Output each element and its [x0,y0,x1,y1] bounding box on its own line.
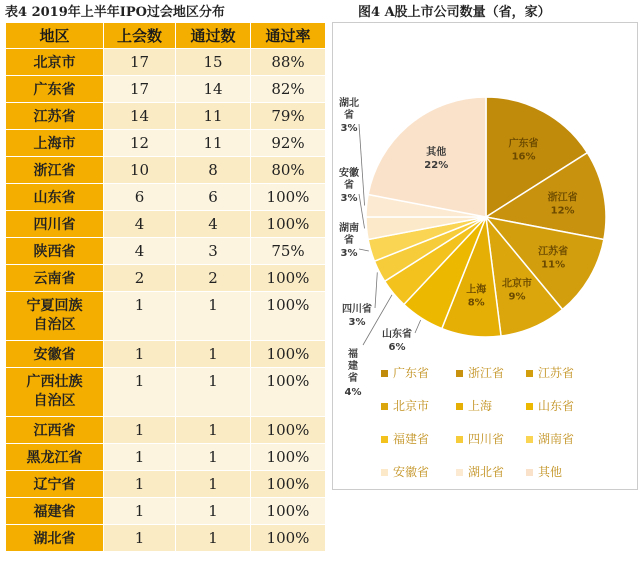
cell-rate: 100% [251,444,326,471]
cell-approved: 1 [176,368,251,417]
cell-submitted: 1 [104,525,176,552]
cell-approved: 4 [176,211,251,238]
leader-line [359,124,365,206]
slice-value-label: 9% [508,291,526,303]
cell-submitted: 1 [104,444,176,471]
legend-swatch [456,469,463,476]
legend-entry: 山东省 [538,399,575,413]
slice-label: 江苏省 [538,246,569,258]
legend-swatch [526,469,533,476]
cell-approved: 8 [176,157,251,184]
legend-entry: 浙江省 [468,366,505,380]
slice-label-char: 福 [348,349,358,360]
slice-label: 湖北 [339,98,359,109]
cell-rate: 88% [251,49,326,76]
cell-submitted: 1 [104,292,176,341]
cell-region: 福建省 [6,498,104,525]
legend-entry: 湖北省 [468,465,505,479]
cell-submitted: 14 [104,103,176,130]
cell-submitted: 12 [104,130,176,157]
slice-value-label: 4% [344,387,362,398]
cell-region: 北京市 [6,49,104,76]
cell-region: 江西省 [6,417,104,444]
cell-region: 广东省 [6,76,104,103]
cell-submitted: 2 [104,265,176,292]
cell-rate: 100% [251,498,326,525]
cell-approved: 1 [176,498,251,525]
cell-rate: 82% [251,76,326,103]
cell-region: 湖北省 [6,525,104,552]
cell-region: 云南省 [6,265,104,292]
cell-approved: 1 [176,444,251,471]
cell-approved: 1 [176,471,251,498]
cell-approved: 11 [176,103,251,130]
legend-entry: 北京市 [393,399,430,413]
cell-region: 广西壮族 自治区 [6,368,104,417]
cell-rate: 100% [251,417,326,444]
legend-swatch [456,370,463,377]
cell-approved: 15 [176,49,251,76]
chart-title: 图4 A股上市公司数量（省，家） [358,5,551,20]
legend-swatch [381,403,388,410]
legend-swatch [381,469,388,476]
cell-approved: 6 [176,184,251,211]
cell-submitted: 6 [104,184,176,211]
slice-value-label: 8% [467,297,485,309]
cell-approved: 1 [176,417,251,444]
cell-submitted: 1 [104,498,176,525]
cell-rate: 92% [251,130,326,157]
cell-approved: 1 [176,292,251,341]
slice-value-label: 16% [511,151,536,163]
cell-approved: 1 [176,341,251,368]
leader-line [375,272,377,308]
slice-label-char: 省 [348,373,358,384]
cell-region: 浙江省 [6,157,104,184]
slice-label: 湖南 [339,223,359,234]
slice-value-label: 6% [388,342,406,353]
legend-entry: 上海 [468,399,493,413]
cell-rate: 100% [251,341,326,368]
slice-value-label: 3% [348,317,366,328]
cell-region: 黑龙江省 [6,444,104,471]
slice-value-label: 22% [424,159,449,171]
legend-swatch [381,436,388,443]
legend-entry: 广东省 [393,366,430,380]
cell-rate: 100% [251,471,326,498]
cell-approved: 2 [176,265,251,292]
cell-submitted: 1 [104,341,176,368]
cell-rate: 100% [251,292,326,341]
slice-label: 省 [344,110,354,121]
slice-label: 省 [344,235,354,246]
slice-value-label: 3% [340,123,358,134]
slice-label-char: 建 [348,361,358,372]
legend-entry: 安徽省 [393,465,430,479]
legend-swatch [526,370,533,377]
slice-label: 广东省 [508,138,539,150]
legend-swatch [381,370,388,377]
cell-approved: 11 [176,130,251,157]
header-region: 地区 [6,23,104,49]
cell-region: 山东省 [6,184,104,211]
cell-submitted: 17 [104,49,176,76]
cell-rate: 100% [251,265,326,292]
header-approval-rate: 通过率 [251,23,326,49]
slice-value-label: 3% [340,193,358,204]
leader-line [415,320,421,333]
cell-submitted: 17 [104,76,176,103]
legend-swatch [526,403,533,410]
legend-entry: 四川省 [468,432,505,446]
cell-submitted: 1 [104,471,176,498]
cell-submitted: 1 [104,417,176,444]
slice-label: 浙江省 [547,192,578,204]
cell-region: 江苏省 [6,103,104,130]
cell-approved: 1 [176,525,251,552]
legend-entry: 江苏省 [538,366,575,380]
legend-swatch [456,436,463,443]
legend-swatch [456,403,463,410]
cell-submitted: 1 [104,368,176,417]
slice-label: 上海 [466,284,487,296]
slice-label: 安徽 [339,168,359,179]
slice-label: 省 [344,180,354,191]
legend-entry: 湖南省 [538,432,575,446]
cell-submitted: 4 [104,211,176,238]
cell-rate: 75% [251,238,326,265]
slice-value-label: 12% [550,205,575,217]
slice-label: 四川省 [342,304,372,315]
leader-line [359,249,369,251]
header-submitted: 上会数 [104,23,176,49]
cell-submitted: 10 [104,157,176,184]
cell-rate: 80% [251,157,326,184]
cell-region: 陕西省 [6,238,104,265]
cell-submitted: 4 [104,238,176,265]
legend-swatch [526,436,533,443]
cell-rate: 100% [251,184,326,211]
cell-approved: 3 [176,238,251,265]
slice-value-label: 11% [541,259,566,271]
cell-rate: 79% [251,103,326,130]
cell-region: 辽宁省 [6,471,104,498]
cell-rate: 100% [251,211,326,238]
cell-rate: 100% [251,368,326,417]
header-approved: 通过数 [176,23,251,49]
cell-region: 四川省 [6,211,104,238]
legend-entry: 其他 [538,465,563,479]
slice-value-label: 3% [340,248,358,259]
cell-region: 安徽省 [6,341,104,368]
cell-rate: 100% [251,525,326,552]
slice-label: 北京市 [501,278,532,290]
cell-region: 上海市 [6,130,104,157]
slice-label: 其他 [426,146,447,158]
cell-region: 宁夏回族 自治区 [6,292,104,341]
cell-approved: 14 [176,76,251,103]
legend-entry: 福建省 [393,432,430,446]
table-title: 表4 2019年上半年IPO过会地区分布 [5,5,225,20]
slice-label: 山东省 [382,329,412,340]
